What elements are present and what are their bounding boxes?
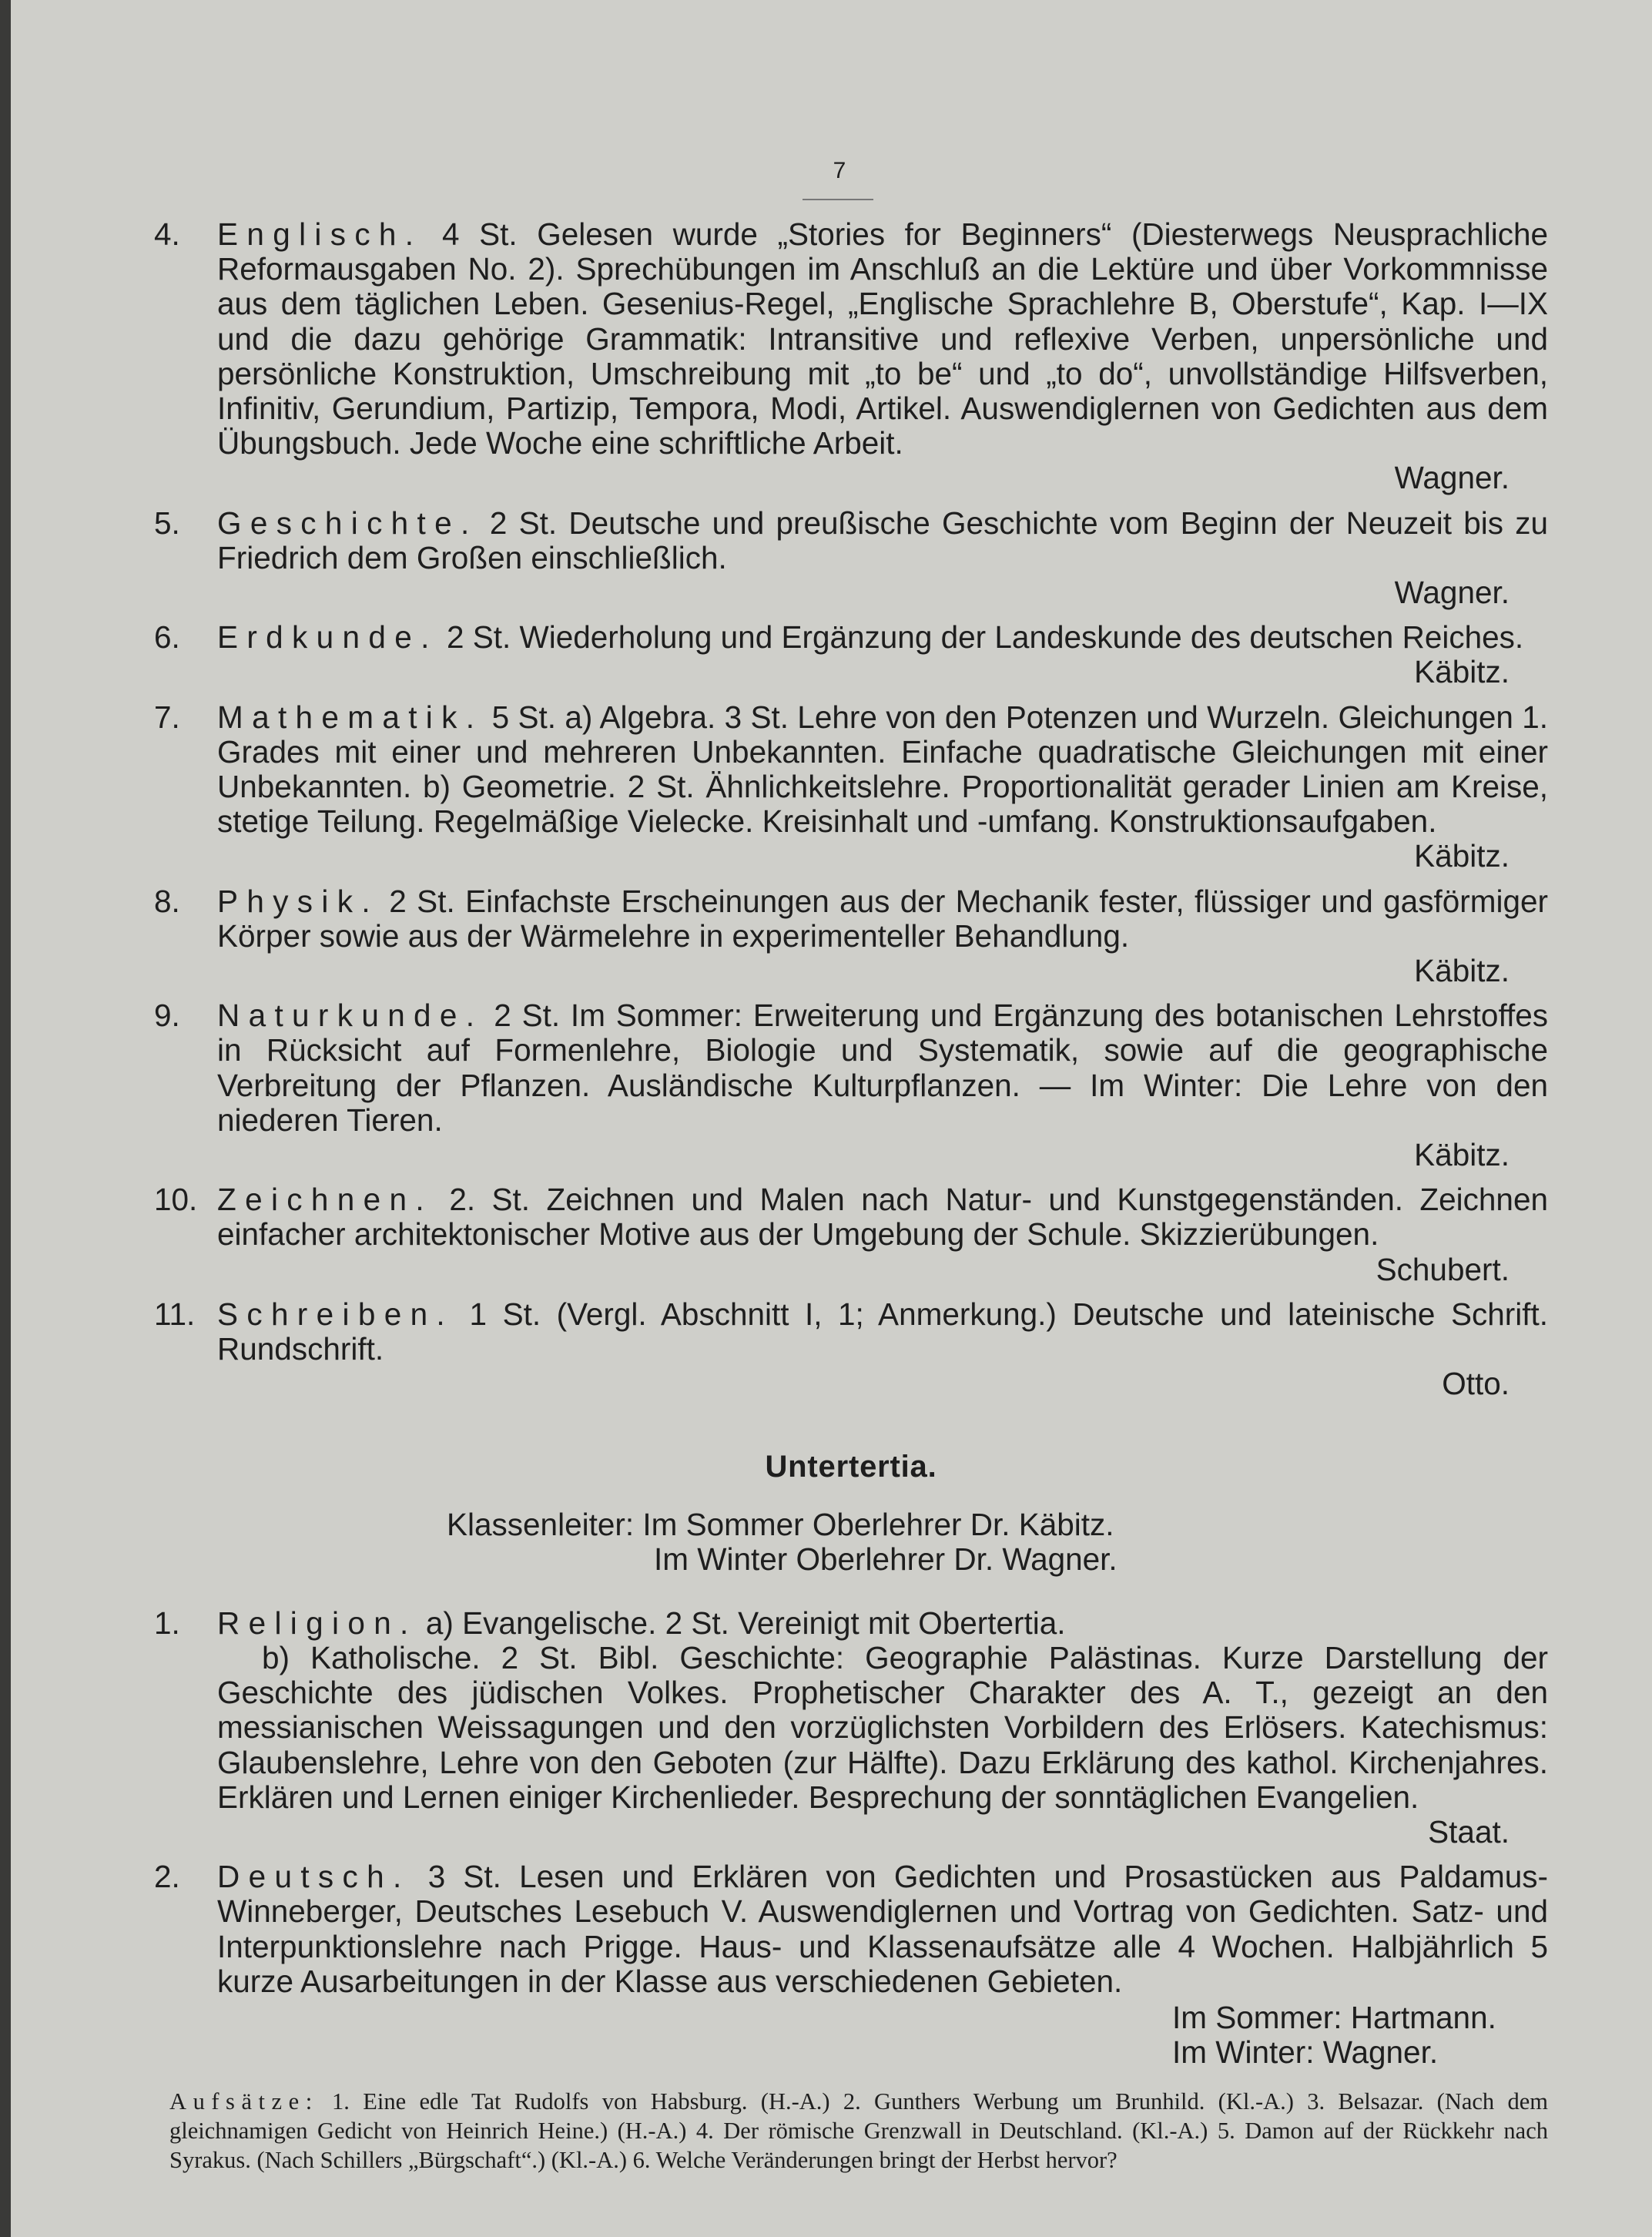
subject-name: Erdkunde. <box>217 619 438 656</box>
entry-number: 6. <box>154 619 180 656</box>
subject-schreiben <box>154 1297 1548 1402</box>
entry-text <box>217 506 1548 575</box>
subject-name: Deutsch. <box>217 1859 410 1895</box>
teacher-name: Käbitz. <box>1414 1137 1510 1173</box>
subject-name: Zeichnen. <box>217 1182 433 1218</box>
subject-description: a) Evangelische. 2 St. Vereinigt mit Obertertia. <box>417 1605 1066 1641</box>
scan-binding-edge <box>0 0 11 2237</box>
entry-number: 11. <box>154 1296 196 1332</box>
teacher-name: Schubert. <box>1376 1251 1510 1287</box>
entry-number: 5. <box>154 505 180 541</box>
subject-description: 1 St. (Vergl. Abschnitt I, 1; Anmerkung.) Deutsche und lateinische Schrift. Rundschrift. <box>217 1296 1548 1367</box>
entry-text <box>217 700 1548 840</box>
entry-number: 2. <box>154 1859 180 1895</box>
entry-number: 8. <box>154 883 180 919</box>
subject-description: 2 St. Einfachste Erscheinungen aus der Mechanik fester, flüssiger und gasförmiger Körper sowie aus der Wärmelehre in experimenteller Behandlung. <box>217 883 1548 954</box>
entry-number: 9. <box>154 998 180 1034</box>
subject-name: Physik. <box>217 883 379 919</box>
teacher-summer: Im Sommer: Hartmann. <box>1172 1999 1496 2035</box>
subject-deutsch <box>154 1860 1548 2070</box>
entry-number: 10. <box>154 1182 198 1218</box>
section-title-untertertia: Untertertia. <box>765 1449 937 1484</box>
klassenleiter-summer: Klassenleiter: Im Sommer Oberlehrer Dr. Käbitz. <box>447 1506 1114 1542</box>
subject-name: Geschichte. <box>217 505 478 541</box>
subject-description: 5 St. a) Algebra. 3 St. Lehre von den Potenzen und Wurzeln. Gleichungen 1. Grades mit einer und mehreren Unbekannten. Einfache quadratische Gleichungen mit einer Unbekannten. b) Geometrie. 2 St. Ähnlichkeitslehre. Proportionalität gerader Linien am Kreise, stetige Teilung. Regelmäßige Vielecke. Kreisinhalt und -umfang. Konstruktionsaufgaben. <box>217 699 1548 840</box>
entry-text <box>217 998 1548 1138</box>
entry-text <box>217 1297 1548 1367</box>
page-number-rule <box>803 199 873 200</box>
aufsaetze-label: Aufsätze: <box>169 2088 319 2115</box>
entry-number: 1. <box>154 1605 180 1641</box>
subject-physik <box>154 884 1548 989</box>
entry-text <box>217 1860 1548 1999</box>
subject-zeichnen <box>154 1182 1548 1287</box>
subject-mathematik <box>154 700 1548 874</box>
subject-description: 2. St. Zeichnen und Malen nach Natur- und Kunstgegenständen. Zeichnen einfacher architektonischer Motive aus der Umgebung der Schule. Skizzierübungen. <box>217 1182 1548 1253</box>
subject-description: 2 St. Im Sommer: Erweiterung und Ergänzung des botanischen Lehrstoffes in Rücksicht auf Formenlehre, Biologie und Systematik, sowie auf die geographische Verbreitung der Pflanzen. Ausländische Kulturpflanzen. — Im Winter: Die Lehre von den niederen Tieren. <box>217 998 1548 1138</box>
teacher-name: Käbitz. <box>1414 953 1510 989</box>
subject-naturkunde <box>154 998 1548 1172</box>
subject-name: Schreiben. <box>217 1296 454 1332</box>
aufsaetze-list <box>154 2087 1548 2175</box>
subject-description: 2 St. Deutsche und preußische Geschichte vom Beginn der Neuzeit bis zu Friedrich dem Großen einschließlich. <box>217 505 1548 575</box>
teacher-name: Wagner. <box>1394 460 1510 496</box>
klassenleiter-winter: Im Winter Oberlehrer Dr. Wagner. <box>654 1541 1118 1577</box>
subject-name: Naturkunde. <box>217 998 484 1034</box>
entry-number: 7. <box>154 699 180 735</box>
entry-text <box>217 1182 1548 1252</box>
document-body <box>154 217 1548 2175</box>
teacher-name: Otto. <box>1442 1366 1510 1402</box>
subject-erdkunde <box>154 620 1548 689</box>
entry-text <box>217 217 1548 461</box>
teacher-winter: Im Winter: Wagner. <box>1172 2034 1439 2071</box>
subject-description: 2 St. Wiederholung und Ergänzung der Landeskunde des deutschen Reiches. <box>437 619 1524 656</box>
subject-name: Religion. <box>217 1605 417 1641</box>
teacher-name: Käbitz. <box>1414 838 1510 874</box>
subject-englisch <box>154 217 1548 496</box>
entry-number: 4. <box>154 216 180 252</box>
entry-text <box>217 1606 1548 1641</box>
teachers <box>217 2001 1548 2070</box>
subject-description: 4 St. Gelesen wurde „Stories for Beginners“ (Diesterwegs Neusprachliche Reformausgaben No. 2). Sprechübungen im Anschluß an die Lektüre und über Vorkommnisse aus dem täglichen Leben. Gesenius-Regel, „Englische Sprachlehre B, Oberstufe“, Kap. I—IX und die dazu gehörige Grammatik: Intransitive und reflexive Verben, unpersönliche und persönliche Konstruktion, Umschreibung mit „to be“ und „to do“, unvollständige Hilfsverben, Infinitiv, Gerundium, Partizip, Tempora, Modi, Artikel. Auswendiglernen von Gedichten aus dem Übungsbuch. Jede Woche eine schriftliche Arbeit. <box>217 216 1548 461</box>
entry-text <box>217 884 1548 954</box>
page-number: 7 <box>833 158 846 183</box>
aufsaetze-text: 1. Eine edle Tat Rudolfs von Habsburg. (H.-A.) 2. Gunthers Werbung um Brunhild. (Kl.-A.) 3. Belsazar. (Nach dem gleichnamigen Gedicht von Heinrich Heine.) (H.-A.) 4. Der römische Grenzwall in Deutschland. (Kl.-A.) 5. Damon auf der Rückkehr nach Syrakus. (Nach Schillers „Bürgschaft“.) (Kl.-A.) 6. Welche Veränderungen bringt der Herbst hervor? <box>169 2088 1548 2174</box>
subject-name: Englisch. <box>217 216 423 252</box>
klassenleiter <box>447 1508 1548 1577</box>
teacher-name: Wagner. <box>1394 575 1510 611</box>
subject-name: Mathematik. <box>217 699 484 735</box>
entry-text <box>217 620 1548 655</box>
teacher-name: Käbitz. <box>1414 654 1510 690</box>
subject-religion <box>154 1606 1548 1850</box>
subject-description: 3 St. Lesen und Erklären von Gedichten und Prosastücken aus Paldamus-Winneberger, Deutsches Lesebuch V. Auswendiglernen und Vortrag von Gedichten. Satz- und Interpunktionslehre nach Prigge. Haus- und Klassenaufsätze alle 4 Wochen. Halbjährlich 5 kurze Ausarbeitungen in der Klasse aus verschiedenen Gebieten. <box>217 1859 1548 1999</box>
teacher-name: Staat. <box>1428 1813 1510 1850</box>
subject-description-katholisch: b) Katholische. 2 St. Bibl. Geschichte: Geographie Palästinas. Kurze Darstellung der Geschichte des jüdischen Volkes. Prophetischer Charakter des A. T., gezeigt an den messianischen Weissagungen und den vorzüglichsten Vorbildern des Erlösers. Katechismus: Glaubenslehre, Lehre von den Geboten (zur Hälfte). Dazu Erklärung des kathol. Kirchenjahres. Erklären und Lernen einiger Kirchenlieder. Besprechung der sonntäglichen Evangelien. <box>217 1639 1548 1815</box>
subject-geschichte <box>154 506 1548 611</box>
